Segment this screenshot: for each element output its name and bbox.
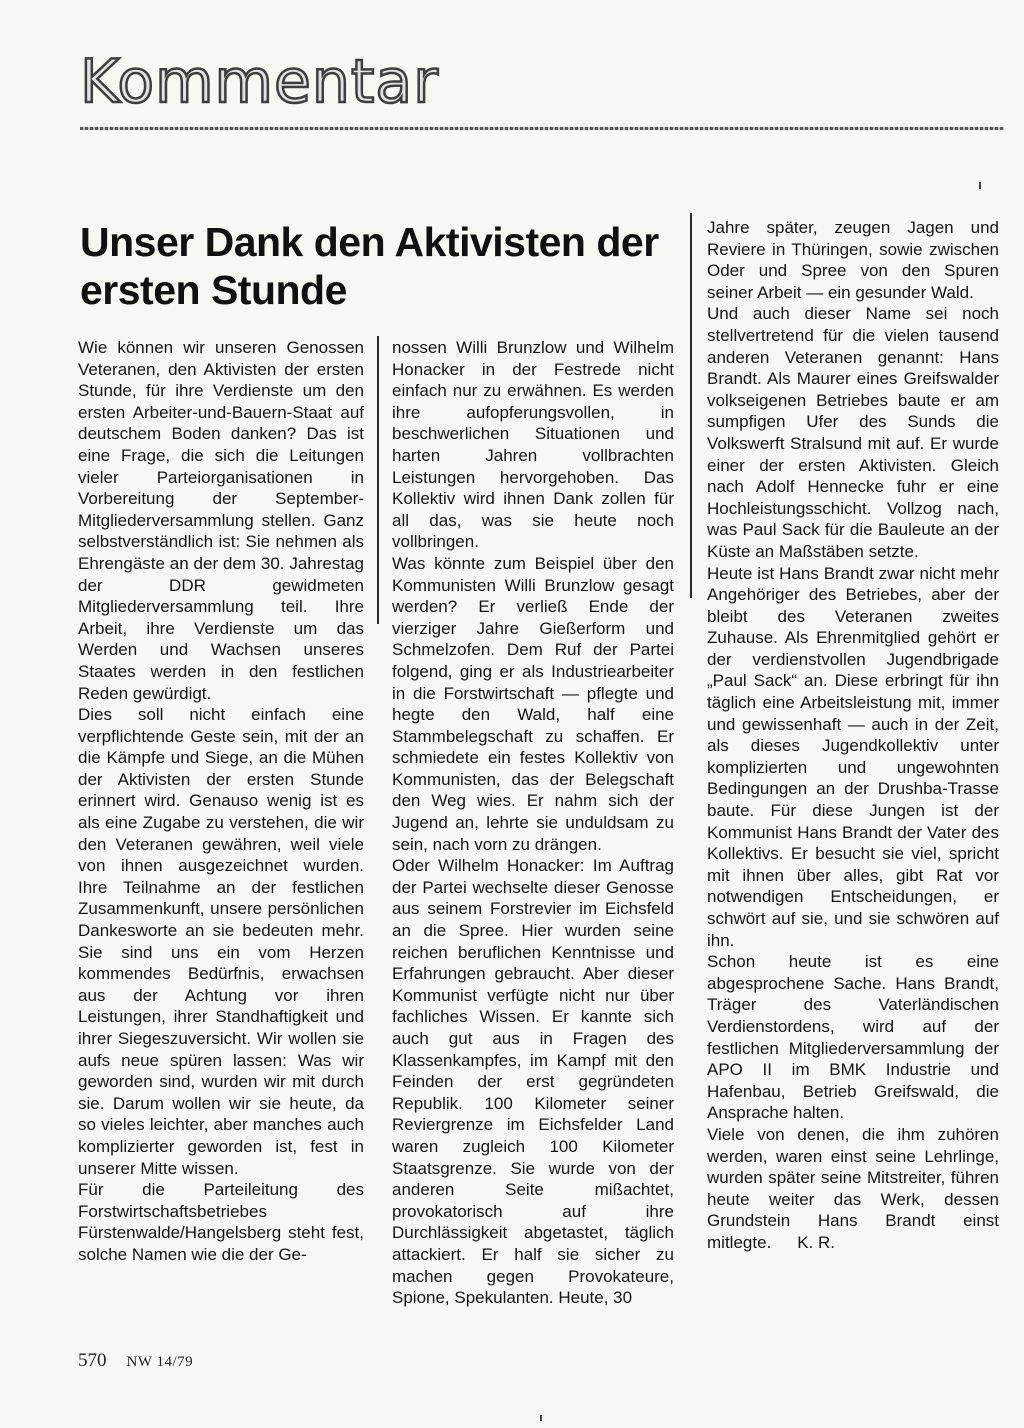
page-number: 570 <box>78 1350 107 1371</box>
paragraph: Jahre später, zeugen Jagen und Reviere in Thüringen, sowie zwischen Oder und Spree von den Spuren seiner Arbeit — ein gesunder Wald. <box>707 218 999 302</box>
paragraph: Schon heute ist es eine abgesprochene Sache. Hans Brandt, Träger des Vaterländischen Verdienstordens, wird auf der festlichen Mitgliederversammlung der APO II im BMK Industrie und Hafenbau, Betrieb Greifswald, die Ansprache halten. <box>707 952 999 1123</box>
author-initials: K. R. <box>797 1232 836 1252</box>
paragraph: Was könnte zum Beispiel über den Kommunisten Willi Brunzlow gesagt werden? Er verließ Ende der vierziger Jahre Gießerform und Schmelzofen. Dem Ruf der Partei folgend, ging er als Industriearbeiter in die Forstwirtschaft — pflegte und hegte den Wald, half eine Stammbelegschaft zu schaffen. Er schmiedete ein festes Kollektiv von Kommunisten, das der Belegschaft den Weg wies. Er nahm sich der Jugend an, lehrte sie unduldsam zu sein, nach vorn zu drängen. <box>392 553 674 854</box>
article-column-3 <box>707 217 999 1254</box>
print-mark <box>979 182 981 189</box>
section-label: Kommentar <box>80 47 439 117</box>
issue-label: NW 14/79 <box>126 1354 194 1370</box>
paragraph: nossen Willi Brunzlow und Wilhelm Honacker in der Festrede nicht einfach nur zu erwähnen. Es werden ihre aufopferungsvollen, in beschwerlichen Situationen und harten Jahren vollbrachten Leistungen hervorgehoben. Das Kollektiv wird ihnen Dank zollen für all das, was sie heute noch vollbringen. <box>392 338 674 552</box>
article-column-2 <box>392 337 674 1309</box>
paragraph: Für die Parteileitung des Forstwirtschaftsbetriebes Fürstenwalde/Hangelsberg steht fest, solche Namen wie die der Ge- <box>78 1180 364 1264</box>
paragraph: Und auch dieser Name sei noch stellvertretend für die vielen tausend anderen Veteranen genannt: Hans Brandt. Als Maurer eines Greifswalder volkseigenen Betriebes baute er am sumpfigen Ufer des Sunds die Volkswerft Stralsund mit auf. Er wurde einer der ersten Aktivisten. Gleich nach Adolf Hennecke fuhr er eine Hochleistungsschicht. Vollzog nach, was Paul Sack für die Bauleute an der Küste an Maßstäben setzte. <box>707 304 999 561</box>
page-footer <box>78 1350 193 1372</box>
paragraph: Heute ist Hans Brandt zwar nicht mehr Angehöriger des Betriebes, aber der bleibt des Veteranen zweites Zuhause. Als Ehrenmitglied gehört er der verdienstvollen Jugendbrigade „Paul Sack“ an. Diese erbringt für ihn täglich eine Arbeitsleistung mit, immer und gewissenhaft — auch in der Zeit, als dieses Jugendkollektiv unter komplizierten und ungewohnten Bedingungen an der Drushba-Trasse baute. Für diese Jungen ist der Kommunist Hans Brandt der Vater des Kollektivs. Er besucht sie viel, spricht mit ihnen über alles, gibt Rat vor notwendigen Entscheidungen, er schwört auf sie, und sie schwören auf ihn. <box>707 563 999 950</box>
paragraph-final <box>707 1124 999 1254</box>
column-divider <box>690 213 692 598</box>
paragraph: Wie können wir unseren Genossen Veteranen, den Aktivisten der ersten Stunde, für ihre Verdienste um den ersten Arbeiter-und-Bauern-Staat auf deutschem Boden danken? Das ist eine Frage, die sich die Leitungen vieler Parteiorganisationen in Vorbereitung der September-Mitgliederversammlung stellen. Ganz selbstverständlich ist: Sie nehmen als Ehrengäste an der dem 30. Jahrestag der DDR gewidmeten Mitgliederversammlung teil. Ihre Arbeit, ihre Verdienste um das Werden und Wachsen unseres Staates werden in den festlichen Reden gewürdigt. <box>78 338 364 703</box>
paragraph: Oder Wilhelm Honacker: Im Auftrag der Partei wechselte dieser Genosse aus seinem Forstrevier im Eichsfeld an die Spree. Hier wurden seine reichen beruflichen Kenntnisse und Erfahrungen gebraucht. Aber dieser Kommunist verfügte nicht nur über fachliches Wissen. Er kannte sich auch gut aus in Fragen des Klassenkampfes, im Kampf mit den Feinden der erst gegründeten Republik. 100 Kilometer seiner Reviergrenze im Eichsfelder Land waren zugleich 100 Kilometer Staatsgrenze. Sie wurde von der anderen Seite mißachtet, provokatorisch auf ihre Durchlässigkeit abgetastet, täglich attackiert. Er half sie sicher zu machen gegen Provokateure, Spione, Spekulanten. Heute, 30 <box>392 856 674 1308</box>
paragraph: Dies soll nicht einfach eine verpflichtende Geste sein, mit der an die Kämpfe und Siege, an die Mühen der Aktivisten der ersten Stunde erinnert wird. Genauso wenig ist es als eine Zugabe zu verstehen, die wir den Veteranen gewähren, weil viele von ihnen ausgezeichnet wurden. Ihre Teilnahme an der festlichen Zusammenkunft, unsere persönlichen Dankesworte an sie bedeuten mehr. Sie sind uns ein vom Herzen kommendes Bedürfnis, erwachsen aus der Achtung vor ihren Leistungen, ihrer Standhaftigkeit und ihrer Siegeszuversicht. Wir wollen sie aufs neue spüren lassen: Was wir geworden sind, wurden wir mit durch sie. Darum wollen wir sie heute, da so vieles leichter, aber manches auch komplizierter geworden ist, fest in unserer Mitte wissen. <box>78 705 364 1178</box>
section-rule <box>80 127 1004 130</box>
paragraph: Viele von denen, die ihm zuhören werden, waren einst seine Lehrlinge, wurden später seine Mitstreiter, führen heute weiter das Werk, dessen Grundstein Hans Brandt einst mitlegte. <box>707 1124 999 1252</box>
article-column-1 <box>78 337 364 1266</box>
column-divider <box>377 336 379 624</box>
article-headline: Unser Dank den Aktivisten der ersten Stunde <box>80 219 659 313</box>
print-mark <box>540 1415 542 1421</box>
